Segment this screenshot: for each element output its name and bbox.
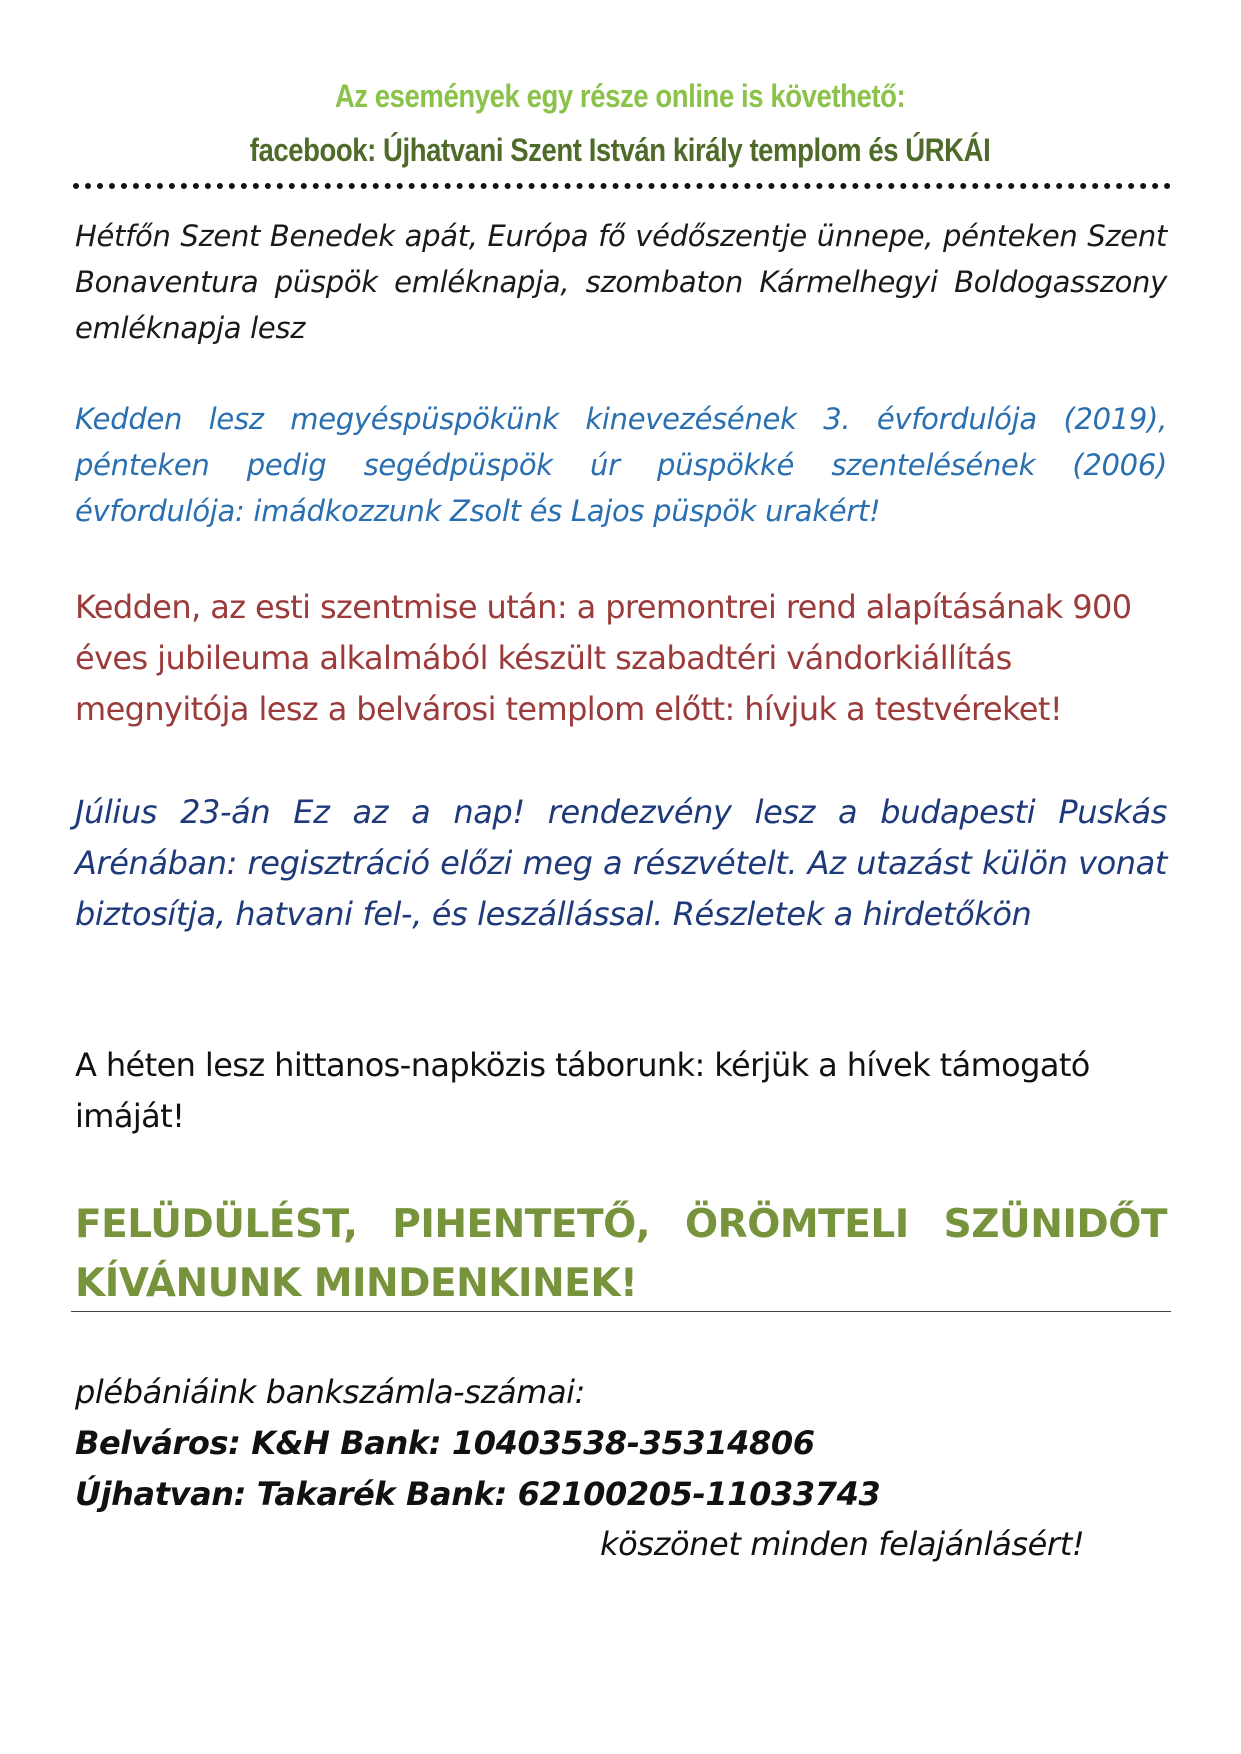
bishops-anniversary-announcement: Kedden lesz megyéspüspökünk kinevezésének 3. évfordulója (2019), pénteken pedig segédpüspök úr püspökké szentelésének (2006) évfordulója: imádkozzunk Zsolt és Lajos püspök urakért! bbox=[75, 402, 1167, 528]
event-announcement: Július 23-án Ez az a nap! rendezvény lesz a budapesti Puskás Arénában: regisztráció előzi meg a részvételt. Az utazást külön vonat biztosítja, hatvani fel-, és leszállással. Részletek a hirdetőkön bbox=[75, 793, 1167, 933]
dotted-divider bbox=[73, 183, 1171, 189]
thanks-note: köszönet minden felajánlásért! bbox=[600, 1525, 1085, 1563]
solid-divider bbox=[71, 1311, 1171, 1312]
holiday-greeting: FELÜDÜLÉST, PIHENTETŐ, ÖRÖMTELI SZÜNIDŐT KÍVÁNUNK MINDENKINEK! bbox=[75, 1202, 1167, 1306]
bank-account-ujhatvan: Újhatvan: Takarék Bank: 62100205-11033743 bbox=[75, 1475, 881, 1513]
bank-accounts-intro: plébániáink bankszámla-számai: bbox=[75, 1373, 586, 1411]
online-notice-heading: Az események egy része online is követhető: bbox=[334, 78, 906, 114]
feasts-announcement: Hétfőn Szent Benedek apát, Európa fő védőszentje ünnepe, pénteken Szent Bonaventura püspök emléknapja, szombaton Kármelhegyi Boldogasszony emléknapja lesz bbox=[75, 219, 1167, 345]
exhibition-announcement: Kedden, az esti szentmise után: a premontrei rend alapításának 900 éves jubileuma alkalmából készült szabadtéri vándorkiállítás megnyitója lesz a belvárosi templom előtt: hívjuk a testvéreket! bbox=[75, 588, 1132, 728]
camp-announcement: A héten lesz hittanos-napközis táborunk: kérjük a hívek támogató imáját! bbox=[75, 1046, 1090, 1135]
facebook-page-heading: facebook: Újhatvani Szent István király templom és ÚRKÁI bbox=[249, 132, 991, 168]
bank-account-belvaros: Belváros: K&H Bank: 10403538-35314806 bbox=[75, 1424, 815, 1462]
